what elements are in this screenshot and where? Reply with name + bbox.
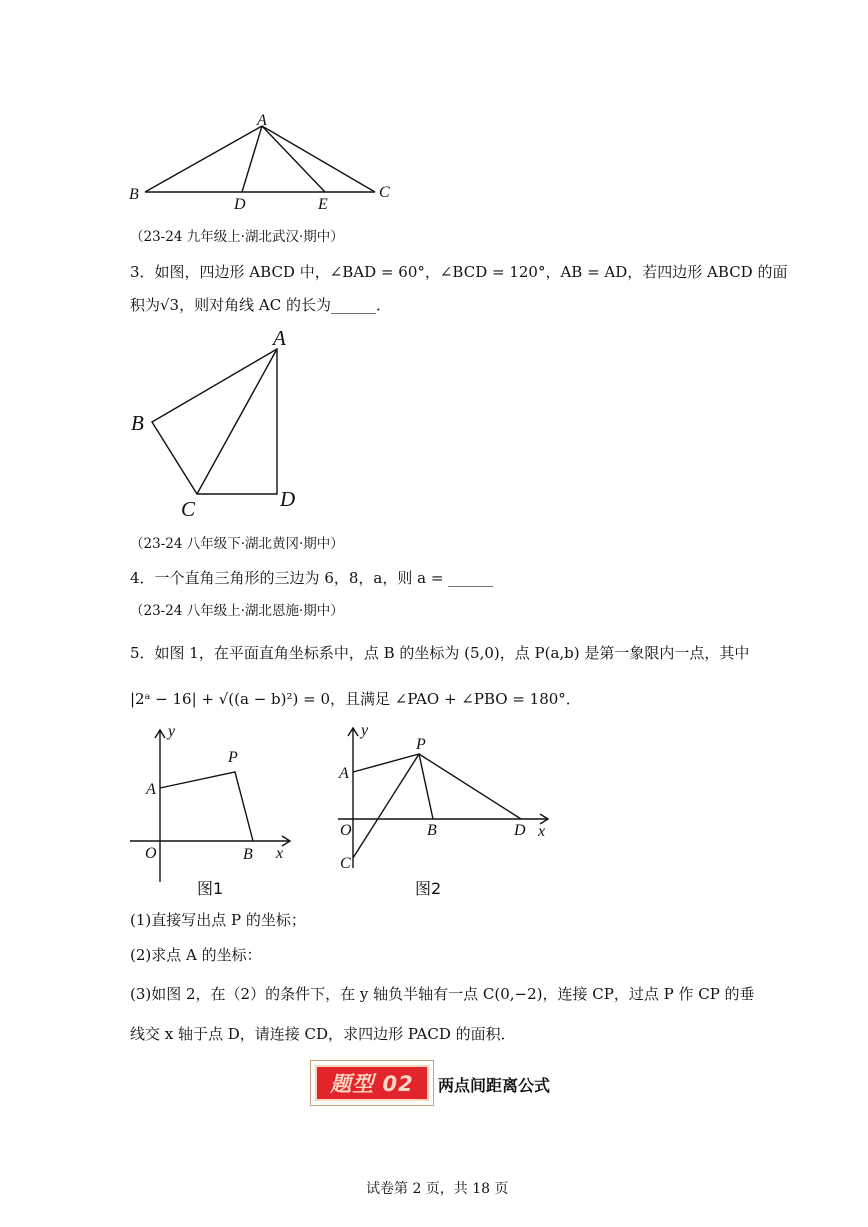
label-a: A — [146, 781, 156, 798]
question-type-badge — [310, 1060, 434, 1106]
label-o: O — [340, 822, 352, 839]
question-4: 4．一个直角三角形的三边为 6，8，a，则 a = ______ — [130, 569, 494, 587]
page-footer: 试卷第 2 页，共 18 页 — [366, 1181, 509, 1197]
label-c: C — [340, 855, 351, 872]
section-title: 两点间距离公式 — [438, 1076, 551, 1095]
label-e: E — [318, 196, 328, 213]
badge-inner — [315, 1065, 429, 1101]
label-b: B — [131, 411, 144, 435]
question-5-part-2: (2)求点 A 的坐标： — [130, 946, 262, 964]
label-b: B — [243, 846, 253, 863]
badge-text: 题型 02 — [330, 1072, 414, 1096]
label-o: O — [145, 845, 157, 862]
label-d: D — [280, 487, 296, 511]
label-b: B — [427, 822, 437, 839]
triangle-abc-figure — [125, 108, 405, 213]
label-d: D — [234, 196, 246, 213]
question-3-line-1: 3．如图，四边形 ABCD 中，∠BAD = 60°，∠BCD = 120°，AB = AD，若四边形 ABCD 的面 — [130, 263, 788, 281]
question-5-part-1: (1)直接写出点 P 的坐标； — [130, 911, 306, 929]
label-a: A — [273, 326, 286, 350]
question-5-line-1: 5．如图 1，在平面直角坐标系中，点 B 的坐标为 (5,0)，点 P(a,b) 是第一象限内一点，其中 — [130, 644, 750, 662]
label-p: P — [228, 749, 238, 766]
axis-x-label: x — [276, 845, 284, 862]
axis-y-label: y — [361, 722, 369, 739]
source-q5: （23-24 八年级上·湖北恩施·期中） — [130, 603, 344, 619]
coordinate-figure-1 — [125, 720, 300, 900]
source-q4: （23-24 八年级下·湖北黄冈·期中） — [130, 536, 344, 552]
source-q3: （23-24 九年级上·湖北武汉·期中） — [130, 229, 344, 245]
axis-y-label: y — [168, 723, 176, 740]
axis-x-label: x — [538, 823, 546, 840]
figure-2-caption: 图2 — [415, 879, 442, 898]
label-a: A — [257, 112, 267, 129]
figure-1-caption: 图1 — [197, 879, 224, 898]
label-a: A — [339, 765, 349, 782]
quadrilateral-abcd-figure — [125, 322, 315, 522]
question-3-line-2: 积为√3，则对角线 AC 的长为______． — [130, 296, 391, 314]
label-d: D — [514, 822, 526, 839]
question-5-line-2: |2ᵃ − 16| + √((a − b)²) = 0，且满足 ∠PAO + ∠PBO = 180°． — [130, 690, 581, 708]
label-b: B — [129, 186, 139, 203]
question-5-part-3-line-2: 线交 x 轴于点 D，请连接 CD，求四边形 PACD 的面积． — [130, 1025, 516, 1043]
question-5-part-3-line-1: (3)如图 2，在（2）的条件下，在 y 轴负半轴有一点 C(0,−2)，连接 CP，过点 P 作 CP 的垂 — [130, 985, 755, 1003]
label-p: P — [416, 736, 426, 753]
label-c: C — [181, 497, 196, 521]
label-c: C — [379, 184, 390, 201]
coordinate-figure-2 — [333, 718, 558, 873]
